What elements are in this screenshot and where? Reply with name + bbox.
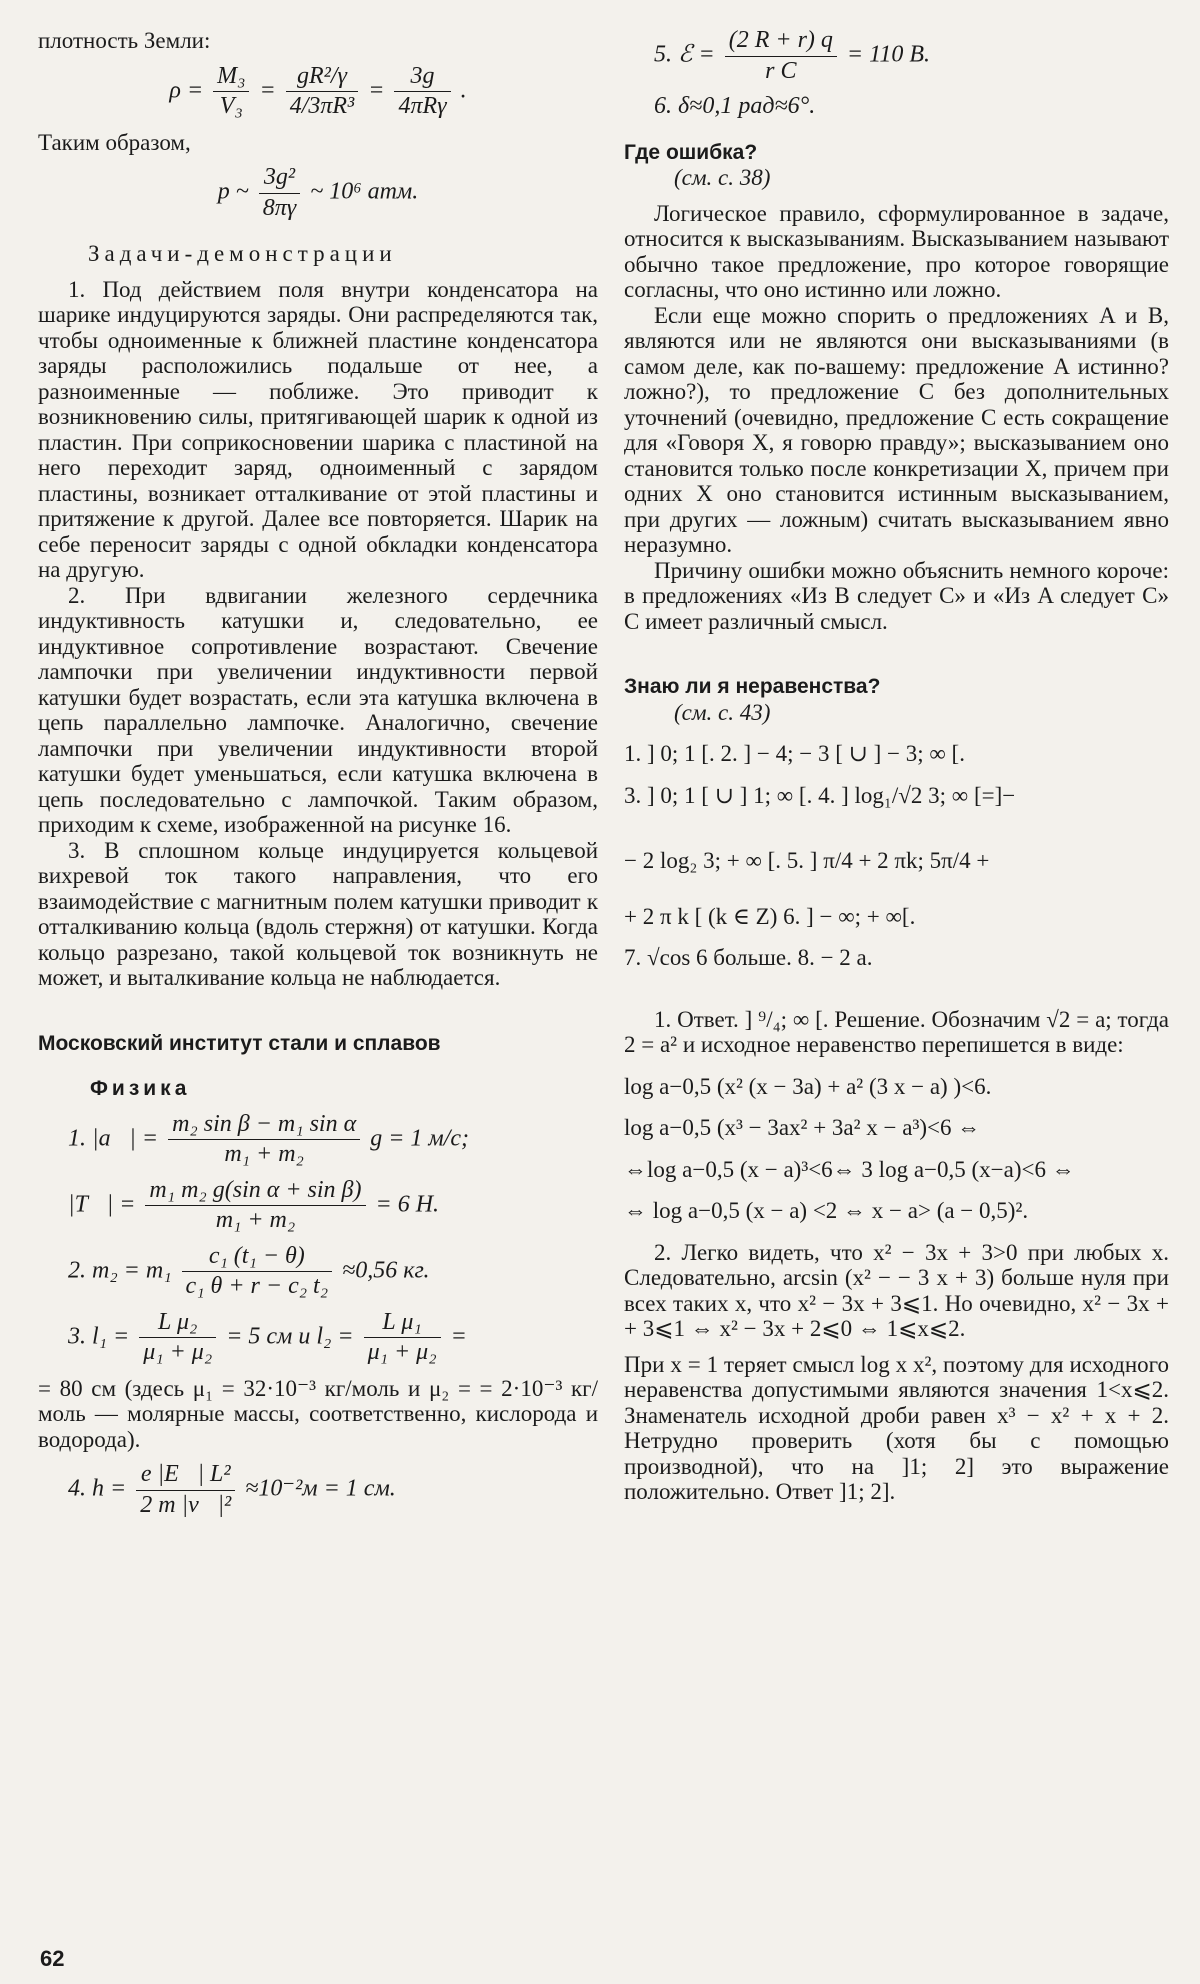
page-number: 62 [40, 1946, 65, 1971]
formula-1: 1. |a⃗| = $\frac{\text{m₂ sin β − m₁ sin α}}{\text{m₁ + m₂}}$ g = 1 м/с; [68, 1110, 470, 1167]
where-error-p1: Логическое правило, сформулированное в задаче, относится к высказываниям. Высказыванием называют обычно такое предложение, про которое говорящие согласны, что оно истинно или ложно. [624, 200, 1169, 302]
solution-1-head: 1. Ответ. ] ⁹/₄; ∞ [. Решение. Обозначим √2 = a; тогда 2 = a² и исходное неравенство перепишется в виде: [624, 1006, 1169, 1057]
demo-1: 1. Под действием поля внутри конденсатора на шарике индуцируются заряды. Они распределяются так, чтобы одноименные к ближней пластине конденсатора заряды расположились подальше от нее, а разноименные — поближе. Это приводит к возникновению силы, притягивающей шарик к одной из пластин. При соприкосновении шарика с пластиной на него переходит заряд, одноименный с зарядом пластины, возникает отталкивание от этой пластины и притяжение к другой. Далее все повторяется. Шарик на себе переносит заряды с одной обкладки конденсатора на другую. [38, 276, 598, 582]
ineq-answers-1: 1. ] 0; 1 [. 2. ] − 4; − 3 [ ∪ ] − 3; ∞ [. [624, 741, 965, 766]
physics-subheading: Физика [90, 1077, 191, 1100]
formula-3: 3. l₁ = $\frac{\text{L μ₂}}{\text{μ₁ + μ₂}}$ = 5 см и l₂ = $\frac{\text{L μ₁}}{\text{μ₁ + μ₂}}$ = [68, 1308, 467, 1365]
demo-3: 3. В сплошном кольце индуцируется кольцевой вихревой ток такого направления, что его взаимодействие с магнитным полем катушки приводит к отталкиванию кольца (вдоль стержня) от катушки. Когда кольцо разрезано, такой кольцевой ток возникнуть не может, и выталкивание кольца не наблюдается. [38, 837, 598, 990]
right-column [624, 28, 1169, 1505]
demo-2: 2. При вдвигании железного сердечника индуктивность катушки и, следовательно, ее индуктивное сопротивление возрастают. Свечение лампочки при увеличении индуктивности первой катушки будет возрастать, если эта катушка включена в цепь параллельно лампочке. Аналогично, свечение лампочки при увеличении индуктивности второй катушки будет уменьшаться, если катушка включена в цепь последовательно с лампочкой. Таким образом, приходим к схеме, изображенной на рисунке 16. [38, 582, 598, 837]
where-error-p2: Если еще можно спорить о предложениях A и B, являются или не являются они высказываниями (в самом деле, как по-вашему: предложение A истинно? ложно?), то предложение C без дополнительных уточнений (очевидно, предложение C есть сокращение для «Говоря X, я говорю правду»; высказыванием оно становится только после конкретизации X, причем при одних X оно становится истинным высказыванием, при других — ложным) считать высказыванием явно неразумно. [624, 302, 1169, 557]
formula-3-text: = 80 см (здесь μ₁ = 32·10⁻³ кг/моль и μ₂ = = 2·10⁻³ кг/моль — молярные массы, соответственно, кислорода и водорода). [38, 1375, 598, 1452]
demos-title: Задачи-демонстрации [88, 241, 397, 266]
solution-1-f2: log a−0,5 (x³ − 3ax² + 3a² x − a³)<6 ⇔ [624, 1115, 981, 1140]
where-error-heading: Где ошибка? [624, 140, 758, 164]
ineq-answers-3: − 2 log₂ 3; + ∞ [. 5. ] π/4 + 2 πk; 5π/4 + [624, 848, 990, 873]
rho-formula: ρ = $\frac{\text{M₃}}{\text{V₃}}$ = $\frac{\text{gR²/γ}}{\text{4/3πR³}}$ = $\frac{3g}{\text{4πRγ}}$ . [169, 62, 467, 119]
solution-1-f1: log a−0,5 (x² (x − 3a) + a² (3 x − a) )<6. [624, 1073, 992, 1099]
inequalities-heading: Знаю ли я неравенства? [624, 675, 881, 698]
ineq-answers-4: + 2 π k [ (k ∈ Z) 6. ] − ∞; + ∞[. [624, 903, 916, 929]
formula-6: 6. δ≈0,1 рад≈6°. [654, 93, 816, 119]
thus-text: Таким образом, [38, 129, 191, 155]
solution-2-p1: 2. Легко видеть, что x² − 3x + 3>0 при любых x. Следовательно, arcsin (x² − − 3 x + 3) больше нуля при всех таких x, что x² − 3x + 3⩽1. Но очевидно, x² − 3x + + 3⩽1 ⇔ x² − 3x + 2⩽0 ⇔ 1⩽x⩽2. [624, 1239, 1169, 1341]
formula-2: 2. m₂ = m₁ $\frac{\text{c₁ (t₁ − θ)}}{\text{c₁ θ + r − c₂ t₂}}$ ≈0,56 кг. [68, 1242, 430, 1299]
formula-4: 4. h = $\frac{\text{e |E⃗| L²}}{\text{2 m |v⃗|²}}$ ≈10⁻²м = 1 см. [68, 1461, 396, 1518]
solution-2-p2: При x = 1 теряет смысл log x x², поэтому для исходного неравенства допустимыми являются значения 1<x⩽2. Знаменатель исходной дроби равен x³ − x² + x + 2. Нетрудно проверить (хотя бы с помощью производной), что на ]1; 2] это выражение положительно. Ответ ]1; 2]. [624, 1351, 1169, 1504]
inequalities-ref: (см. с. 43) [674, 699, 771, 725]
formula-5: 5. ℰ = $\frac{(2 R + r) q}{\text{r C}}$ = 110 В. [654, 27, 930, 84]
where-error-p3: Причину ошибки можно объяснить немного короче: в предложениях «Из B следует C» и «Из A следует C» C имеет различный смысл. [624, 557, 1169, 634]
solution-1-f3: ⇔log a−0,5 (x − a)³<6⇔ 3 log a−0,5 (x−a)<6 ⇔ [624, 1156, 1075, 1182]
where-error-ref: (см. с. 38) [674, 165, 771, 190]
ineq-answers-2: 3. ] 0; 1 [ ∪ ] 1; ∞ [. 4. ] log₁/√2 3; ∞ [=]− [624, 782, 1016, 808]
pressure-formula: p ~ $\frac{\text{3g²}}{8\pi\gamma}$ ~ 10⁶ атм. [217, 164, 419, 221]
institute-heading: Московский институт стали и сплавов [38, 1031, 441, 1055]
intro-text: плотность Земли: [38, 28, 211, 53]
solution-1-f4: ⇔ log a−0,5 (x − a) <2 ⇔ x − a> (a − 0,5)². [624, 1198, 1029, 1223]
ineq-answers-5: 7. √cos 6 больше. 8. − 2 a. [624, 945, 873, 970]
left-column [38, 28, 598, 1528]
formula-t: |T⃗| = $\frac{\text{m₁ m₂ g(sin α + sin β)}}{\text{m₁ + m₂}}$ = 6 Н. [68, 1176, 440, 1233]
